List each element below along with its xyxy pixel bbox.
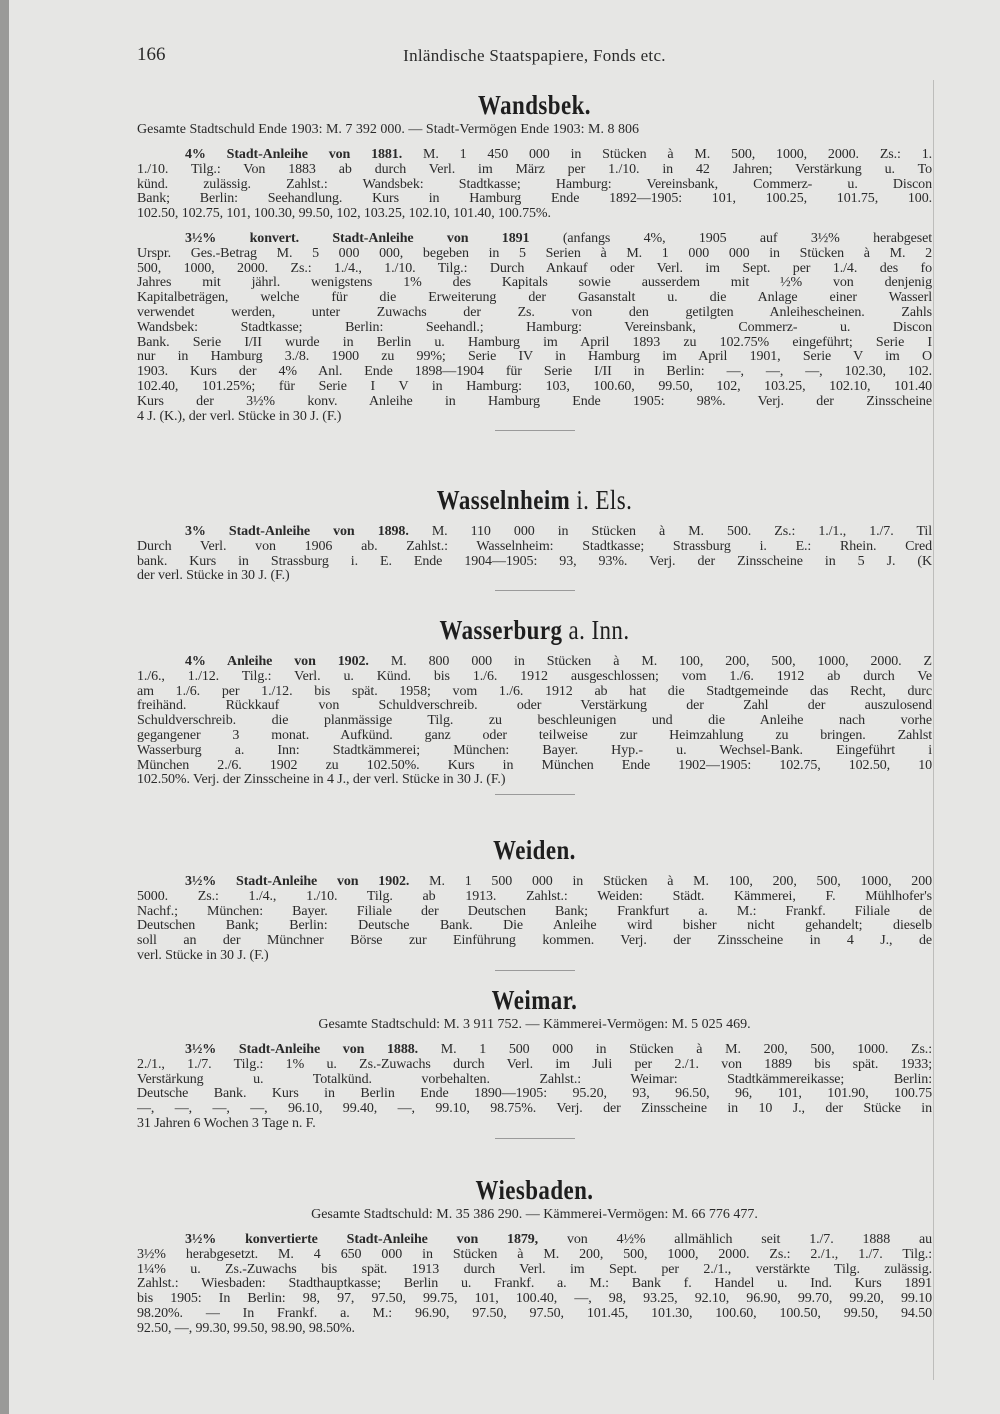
text-line-rest: von 4½% allmählich seit 1./7. 1888 au [538,1233,932,1247]
text-line: Nachf.; München: Bayer. Filiale der Deutschen Bank; Frankfurt a. M.: Frankf. Filiale de [137,904,932,919]
text-line-rest: M. 110 000 in Stücken à M. 500. Zs.: 1./1., 1./7. Til [408,525,932,539]
section-divider [495,970,575,971]
text-line: München 2./6. 1902 zu 102.50%. Kurs in München Ende 1902—1905: 102.75, 102.50, 10 [137,758,932,773]
loan-heading: 3½% konvert. Stadt-Anleihe von 1891 [185,231,530,246]
text-line: gegangener 3 monat. Aufkünd. ganz oder teilweise zur Heimzahlung zu bringen. Zahlst [137,728,932,743]
text-line-rest: M. 1 500 000 in Stücken à M. 100, 200, 500, 1000, 200 [409,875,932,889]
text-line: freihänd. Rückkauf von Schuldverschreib. oder Verstärkung der Zahl der auszulosend [137,699,932,714]
text-line: —, —, —, —, 96.10, 99.40, —, 99.10, 98.75%. Verj. der Zinsscheine in 10 J., der Stücke in [137,1102,932,1117]
entry-title [197,485,873,515]
section-divider [495,430,575,431]
loan-paragraph [137,655,932,788]
loan-paragraph [137,525,932,584]
entry-summary: Gesamte Stadtschuld: M. 3 911 752. — Kämmerei-Vermögen: M. 5 025 469. [318,1017,751,1032]
text-line-rest: M. 800 000 in Stücken à M. 100, 200, 500, 1000, 2000. Z [368,655,932,669]
text-line: nur in Hamburg 3./8. 1900 zu 99%; Serie IV in Hamburg im April 1901, Serie V im O [137,350,932,365]
text-line: 31 Jahren 6 Wochen 3 Tage n. F. [137,1116,316,1131]
loan-heading: 3½% konvertierte Stadt-Anleihe von 1879, [185,1233,539,1247]
text-line: Bank. Serie I/II wurde in Berlin u. Hamburg im April 1893 zu 102.75% eingeführt; Serie I [137,335,932,350]
text-line: 1./6., 1./12. Tilg.: Verl. u. Künd. bis 1./6. 1912 ausgeschlossen; vom 1./6. 1912 ab durch Ve [137,669,932,684]
text-line-rest: M. 1 450 000 in Stücken à M. 500, 1000, 2000. Zs.: 1. [402,148,932,162]
text-line [137,525,932,540]
text-line [137,875,932,890]
text-line: 92.50, —, 99.30, 99.50, 98.90, 98.50%. [137,1321,355,1336]
text-line: soll an der Münchner Börse zur Einführung kommen. Verj. der Zinsscheine in 4 J., de [137,934,932,949]
loan-paragraph [137,232,932,424]
text-line: 1903. Kurs der 4% Anl. Ende 1898—1904 für Serie I/II in Berlin: —, —, —, 102.30, 102. [137,365,932,380]
running-title: Inländische Staatspapiere, Fonds etc. [403,46,666,65]
entry-section [137,985,932,1139]
loan-paragraph [137,875,932,964]
text-line [137,232,932,247]
text-line: Schuldverschreib. die planmässige Tilg. zu beschleunigen und die Anleihe nach vorhe [137,714,932,729]
text-line: Durch Verl. von 1906 ab. Zahlst.: Wasselnheim: Stadtkasse; Strassburg i. E.: Rhein. Cred [137,539,932,554]
loan-heading: 3½% Stadt-Anleihe von 1888. [185,1043,419,1057]
entry-section [137,615,932,795]
entry-title-suffix: a. Inn. [562,615,630,645]
entry-title-main: Wasserburg [439,615,563,645]
text-line: 102.40, 101.25%; für Serie I V in Hamburg: 103, 100.60, 99.50, 102, 103.25, 102.10, 101.40 [137,379,932,394]
text-line-rest: (anfangs 4%, 1905 auf 3½% herabgeset [529,231,932,246]
entry-summary: Gesamte Stadtschuld Ende 1903: M. 7 392 000. — Stadt-Vermögen Ende 1903: M. 8 806 [137,122,639,137]
entry-title-suffix: i. Els. [570,485,633,515]
text-line: der verl. Stücke in 30 J. (F.) [137,569,290,584]
loan-paragraph [137,1043,932,1132]
book-spine-edge [0,0,9,1414]
text-line: Verstärkung u. Totalkünd. vorbehalten. Zahlst.: Weimar: Stadtkämmereikasse; Berlin: [137,1072,932,1087]
text-line [137,1043,932,1058]
page-number: 166 [137,44,166,65]
section-divider [495,590,575,591]
text-line: Kurs der 3½% konv. Anleihe in Hamburg Ende 1905: 98%. Verj. der Zinsscheine [137,394,932,409]
text-line [137,1233,932,1248]
text-line [137,148,932,163]
text-line: 98.20%. — In Frankf. a. M.: 96.90, 97.50, 97.50, 101.45, 101.30, 100.60, 100.50, 99.50, 94.50 [137,1306,932,1321]
entry-summary: Gesamte Stadtschuld: M. 35 386 290. — Kämmerei-Vermögen: M. 66 776 477. [311,1207,758,1222]
text-line: verl. Stücke in 30 J. (F.) [137,948,269,963]
loan-paragraph [137,1233,932,1337]
loan-paragraph [137,148,932,222]
text-line: Bank; Berlin: Seehandlung. Kurs in Hamburg Ende 1892—1905: 101, 100.25, 101.75, 100. [137,192,932,207]
entry-title [197,985,873,1015]
text-line: 500, 1000, 2000. Zs.: 1./4., 1./10. Tilg.: Durch Ankauf oder Verl. im Sept. per 1./4. des fo [137,261,932,276]
text-line: 2./1., 1./7. Tilg.: 1% u. Zs.-Zuwachs durch Verl. im Juli per 2./1. von 1889 bis spät. 1933; [137,1057,932,1072]
text-line: bank. Kurs in Strassburg i. E. Ende 1904—1905: 93, 93%. Verj. der Zinsscheine in 5 J. (K [137,554,932,569]
text-line [137,655,932,670]
loan-heading: 3% Stadt-Anleihe von 1898. [185,525,409,539]
entry-section [137,1175,932,1337]
text-line-rest: M. 1 500 000 in Stücken à M. 200, 500, 1000. Zs.: [418,1043,932,1057]
text-line: 3½% herabgesetzt. M. 4 650 000 in Stücken à M. 200, 500, 1000, 2000. Zs.: 2./1., 1./7. Tilg.: [137,1247,932,1262]
loan-heading: 4% Anleihe von 1902. [185,655,369,669]
text-line: Kapitalbeträgen, welche für die Erweiterung der Gasanstalt u. die Anlage einer Wasserl [137,291,932,306]
entry-title [197,1175,873,1205]
section-divider [495,1138,575,1139]
entry-section [137,835,932,971]
text-line: künd. zulässig. Zahlst.: Wandsbek: Stadtkasse; Hamburg: Vereinsbank, Commerz- u. Discon [137,177,932,192]
entry-section [137,90,932,431]
entry-title [197,835,873,865]
text-line: 1./10. Tilg.: Von 1883 ab durch Verl. im März per 1./10. in 42 Jahren; Verstärkung u. To [137,162,932,177]
text-line: am 1./6. per 1./12. bis spät. 1958; vom 1./6. 1912 ab hat die Stadtgemeinde das Recht, durc [137,684,932,699]
text-line: 4 J. (K.), der verl. Stücke in 30 J. (F.) [137,409,342,424]
text-line: 102.50, 102.75, 101, 100.30, 99.50, 102, 103.25, 102.10, 101.40, 100.75%. [137,207,551,222]
section-divider [495,794,575,795]
entry-section [137,485,932,591]
text-line: verwendet werden, unter Zuwachs der Zs. von den getilgten Anleihescheinen. Zahls [137,305,932,320]
page-header [137,44,932,68]
loan-heading: 3½% Stadt-Anleihe von 1902. [185,875,410,889]
text-line: Wandsbek: Stadtkasse; Berlin: Seehandl.; Hamburg: Vereinsbank, Commerz- u. Discon [137,320,932,335]
entry-title-main: Wiesbaden. [475,1175,594,1205]
entry-title [197,90,873,120]
text-line: bis 1905: In Berlin: 98, 97, 97.50, 99.75, 101, 100.40, —, 98, 93.25, 92.10, 96.90, 99.70, 99.20, 99.10 [137,1292,932,1307]
entry-title [197,615,873,645]
loan-heading: 4% Stadt-Anleihe von 1881. [185,148,403,162]
text-line: Urspr. Ges.-Betrag M. 5 000 000, begeben in 5 Serien à M. 1 000 000 in Stücken à M. 2 [137,246,932,261]
text-line: Deutschen Bank; Berlin: Deutsche Bank. Die Anleihe wird bisher nicht gehandelt; dieselb [137,919,932,934]
entry-title-main: Weimar. [491,985,578,1015]
text-line: 1¼% u. Zs.-Zuwachs bis spät. 1913 durch Verl. im Sept. per 2./1., verstärkte Tilg. zulässig. [137,1262,932,1277]
text-line: 102.50%. Verj. der Zinsscheine in 4 J., der verl. Stücke in 30 J. (F.) [137,773,506,788]
text-line: Deutsche Bank. Kurs in Berlin Ende 1890—1905: 95.20, 93, 96.50, 96, 101, 101.90, 100.75 [137,1087,932,1102]
text-line: Jahres mit jährl. wenigstens 1% des Kapitals sowie ausserdem mit ½% von denjenig [137,276,932,291]
page-edge [933,80,934,1380]
text-line: Zahlst.: Wiesbaden: Stadthauptkasse; Berlin u. Frankf. a. M.: Bank f. Handel u. Ind. Kurs 1891 [137,1277,932,1292]
text-line: Wasserburg a. Inn: Stadtkämmerei; München: Bayer. Hyp.- u. Wechsel-Bank. Eingeführt i [137,743,932,758]
entry-title-main: Weiden. [493,835,576,865]
entry-title-main: Wandsbek. [478,90,591,120]
text-line: 5000. Zs.: 1./4., 1./10. Tilg. ab 1913. Zahlst.: Weiden: Städt. Kämmerei, F. Mühlhofer's [137,889,932,904]
entry-title-main: Wasselnheim [436,485,571,515]
